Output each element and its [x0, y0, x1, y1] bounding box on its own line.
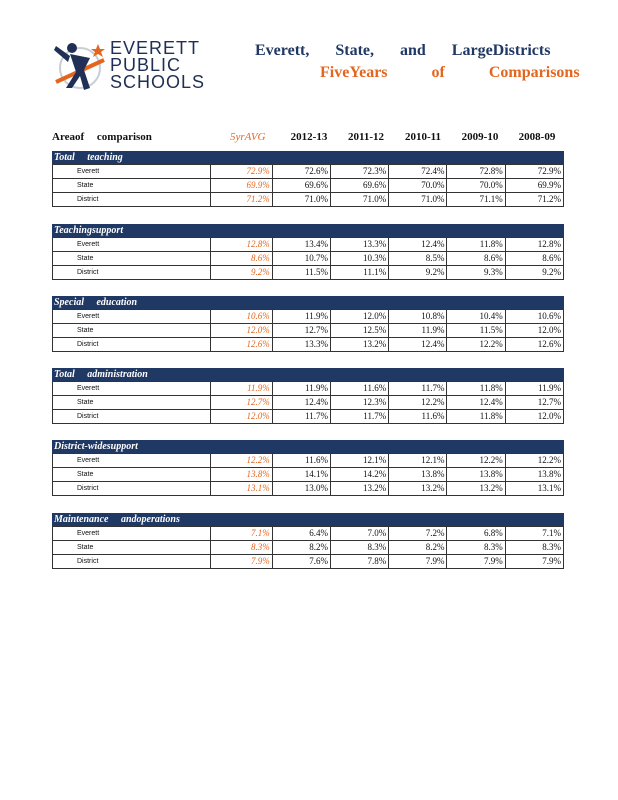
- report-subtitle: FiveYears of Comparisons: [320, 64, 580, 81]
- avg-cell: 69.9%: [211, 179, 272, 193]
- value-cell: 13.2%: [330, 482, 388, 496]
- row-label: District: [53, 266, 211, 280]
- value-cell: 70.0%: [447, 179, 505, 193]
- logo-text-line2: PUBLIC: [110, 55, 182, 75]
- section-block: [52, 296, 564, 352]
- row-label: District: [53, 482, 211, 496]
- table-row: [53, 179, 564, 193]
- table-row: [53, 310, 564, 324]
- value-cell: 13.2%: [389, 482, 447, 496]
- avg-cell: 11.9%: [211, 382, 272, 396]
- column-headers: [52, 131, 564, 147]
- logo-text-line1: EVERETT: [110, 38, 201, 58]
- report-title: Everett, State, and LargeDistricts: [255, 42, 551, 59]
- value-cell: 10.7%: [272, 252, 330, 266]
- value-cell: 12.4%: [447, 396, 505, 410]
- value-cell: 13.0%: [272, 482, 330, 496]
- value-cell: 10.3%: [330, 252, 388, 266]
- avg-cell: 8.6%: [211, 252, 272, 266]
- value-cell: 11.9%: [272, 382, 330, 396]
- row-label: District: [53, 338, 211, 352]
- row-label: Everett: [53, 238, 211, 252]
- year-column-header: 2011-12: [347, 131, 385, 143]
- section-table: [52, 164, 564, 207]
- value-cell: 7.1%: [505, 527, 563, 541]
- table-row: [53, 454, 564, 468]
- table-row: [53, 555, 564, 569]
- value-cell: 11.8%: [447, 410, 505, 424]
- value-cell: 7.2%: [389, 527, 447, 541]
- row-label: Everett: [53, 165, 211, 179]
- value-cell: 71.0%: [389, 193, 447, 207]
- row-label: State: [53, 179, 211, 193]
- row-label: Everett: [53, 310, 211, 324]
- section-header: Total teaching: [52, 151, 564, 164]
- avg-cell: 9.2%: [211, 266, 272, 280]
- section-table: [52, 381, 564, 424]
- value-cell: 13.3%: [330, 238, 388, 252]
- everett-logo: [50, 38, 206, 98]
- value-cell: 11.8%: [447, 238, 505, 252]
- year-column-header: 2009-10: [461, 131, 499, 143]
- avg-cell: 12.0%: [211, 324, 272, 338]
- value-cell: 12.7%: [505, 396, 563, 410]
- avg-cell: 13.8%: [211, 468, 272, 482]
- row-label: State: [53, 468, 211, 482]
- table-row: [53, 410, 564, 424]
- value-cell: 72.4%: [389, 165, 447, 179]
- value-cell: 13.8%: [389, 468, 447, 482]
- avg-cell: 13.1%: [211, 482, 272, 496]
- value-cell: 72.6%: [272, 165, 330, 179]
- value-cell: 12.4%: [272, 396, 330, 410]
- section-table: [52, 309, 564, 352]
- value-cell: 8.3%: [330, 541, 388, 555]
- section-table: [52, 526, 564, 569]
- value-cell: 12.2%: [447, 454, 505, 468]
- value-cell: 11.9%: [272, 310, 330, 324]
- value-cell: 8.6%: [505, 252, 563, 266]
- table-row: [53, 541, 564, 555]
- table-row: [53, 252, 564, 266]
- value-cell: 71.1%: [447, 193, 505, 207]
- value-cell: 13.2%: [330, 338, 388, 352]
- value-cell: 12.2%: [447, 338, 505, 352]
- value-cell: 72.9%: [505, 165, 563, 179]
- row-label: State: [53, 324, 211, 338]
- value-cell: 7.9%: [447, 555, 505, 569]
- value-cell: 8.3%: [447, 541, 505, 555]
- avg-cell: 7.1%: [211, 527, 272, 541]
- value-cell: 11.5%: [272, 266, 330, 280]
- value-cell: 11.5%: [447, 324, 505, 338]
- row-label: District: [53, 410, 211, 424]
- value-cell: 12.3%: [330, 396, 388, 410]
- value-cell: 13.3%: [272, 338, 330, 352]
- value-cell: 11.9%: [389, 324, 447, 338]
- section-block: [52, 440, 564, 496]
- value-cell: 10.8%: [389, 310, 447, 324]
- section-block: [52, 224, 564, 280]
- value-cell: 11.6%: [389, 410, 447, 424]
- value-cell: 10.6%: [505, 310, 563, 324]
- avg-cell: 12.6%: [211, 338, 272, 352]
- value-cell: 12.6%: [505, 338, 563, 352]
- avg-cell: 10.6%: [211, 310, 272, 324]
- value-cell: 8.2%: [389, 541, 447, 555]
- value-cell: 71.0%: [330, 193, 388, 207]
- value-cell: 11.8%: [447, 382, 505, 396]
- value-cell: 13.8%: [505, 468, 563, 482]
- section-header: Special education: [52, 296, 564, 309]
- table-row: [53, 165, 564, 179]
- value-cell: 71.2%: [505, 193, 563, 207]
- table-row: [53, 338, 564, 352]
- value-cell: 8.6%: [447, 252, 505, 266]
- area-column-header: Areaof comparison: [52, 131, 152, 143]
- table-row: [53, 527, 564, 541]
- table-row: [53, 396, 564, 410]
- value-cell: 10.4%: [447, 310, 505, 324]
- value-cell: 12.4%: [389, 338, 447, 352]
- avg-cell: 8.3%: [211, 541, 272, 555]
- value-cell: 12.7%: [272, 324, 330, 338]
- table-row: [53, 468, 564, 482]
- value-cell: 11.7%: [330, 410, 388, 424]
- value-cell: 72.3%: [330, 165, 388, 179]
- value-cell: 7.0%: [330, 527, 388, 541]
- value-cell: 13.2%: [447, 482, 505, 496]
- value-cell: 12.0%: [330, 310, 388, 324]
- value-cell: 8.5%: [389, 252, 447, 266]
- table-row: [53, 238, 564, 252]
- row-label: State: [53, 396, 211, 410]
- value-cell: 69.6%: [330, 179, 388, 193]
- logo-figure-icon: [50, 38, 108, 96]
- avg-cell: 12.7%: [211, 396, 272, 410]
- row-label: Everett: [53, 382, 211, 396]
- value-cell: 9.2%: [389, 266, 447, 280]
- value-cell: 13.4%: [272, 238, 330, 252]
- value-cell: 12.2%: [505, 454, 563, 468]
- section-header: Maintenance andoperations: [52, 513, 564, 526]
- value-cell: 8.3%: [505, 541, 563, 555]
- value-cell: 12.4%: [389, 238, 447, 252]
- value-cell: 11.1%: [330, 266, 388, 280]
- value-cell: 7.6%: [272, 555, 330, 569]
- section-table: [52, 237, 564, 280]
- value-cell: 7.8%: [330, 555, 388, 569]
- section-table: [52, 453, 564, 496]
- value-cell: 71.0%: [272, 193, 330, 207]
- avg-cell: 12.2%: [211, 454, 272, 468]
- value-cell: 11.6%: [330, 382, 388, 396]
- value-cell: 7.9%: [505, 555, 563, 569]
- year-column-header: 2008-09: [518, 131, 556, 143]
- value-cell: 69.6%: [272, 179, 330, 193]
- section-block: [52, 368, 564, 424]
- value-cell: 12.1%: [330, 454, 388, 468]
- table-row: [53, 193, 564, 207]
- avg-cell: 71.2%: [211, 193, 272, 207]
- value-cell: 9.3%: [447, 266, 505, 280]
- value-cell: 14.1%: [272, 468, 330, 482]
- row-label: State: [53, 252, 211, 266]
- value-cell: 8.2%: [272, 541, 330, 555]
- section-block: [52, 151, 564, 207]
- value-cell: 12.2%: [389, 396, 447, 410]
- value-cell: 70.0%: [389, 179, 447, 193]
- table-row: [53, 382, 564, 396]
- value-cell: 69.9%: [505, 179, 563, 193]
- value-cell: 14.2%: [330, 468, 388, 482]
- avg-cell: 72.9%: [211, 165, 272, 179]
- avg-cell: 7.9%: [211, 555, 272, 569]
- value-cell: 72.8%: [447, 165, 505, 179]
- value-cell: 11.7%: [389, 382, 447, 396]
- row-label: State: [53, 541, 211, 555]
- value-cell: 13.1%: [505, 482, 563, 496]
- value-cell: 11.7%: [272, 410, 330, 424]
- table-row: [53, 482, 564, 496]
- section-block: [52, 513, 564, 569]
- value-cell: 7.9%: [389, 555, 447, 569]
- value-cell: 11.6%: [272, 454, 330, 468]
- avg-cell: 12.8%: [211, 238, 272, 252]
- value-cell: 12.5%: [330, 324, 388, 338]
- section-header: Teachingsupport: [52, 224, 564, 237]
- logo-text-line3: SCHOOLS: [110, 72, 206, 92]
- value-cell: 9.2%: [505, 266, 563, 280]
- value-cell: 11.9%: [505, 382, 563, 396]
- value-cell: 12.0%: [505, 324, 563, 338]
- avg-column-header: 5yrAVG: [230, 131, 266, 143]
- table-row: [53, 266, 564, 280]
- avg-cell: 12.0%: [211, 410, 272, 424]
- year-column-header: 2010-11: [404, 131, 442, 143]
- row-label: District: [53, 555, 211, 569]
- section-header: District-widesupport: [52, 440, 564, 453]
- row-label: Everett: [53, 527, 211, 541]
- table-row: [53, 324, 564, 338]
- value-cell: 6.8%: [447, 527, 505, 541]
- value-cell: 13.8%: [447, 468, 505, 482]
- value-cell: 12.8%: [505, 238, 563, 252]
- value-cell: 12.1%: [389, 454, 447, 468]
- value-cell: 12.0%: [505, 410, 563, 424]
- row-label: Everett: [53, 454, 211, 468]
- year-column-header: 2012-13: [290, 131, 328, 143]
- section-header: Total administration: [52, 368, 564, 381]
- value-cell: 6.4%: [272, 527, 330, 541]
- row-label: District: [53, 193, 211, 207]
